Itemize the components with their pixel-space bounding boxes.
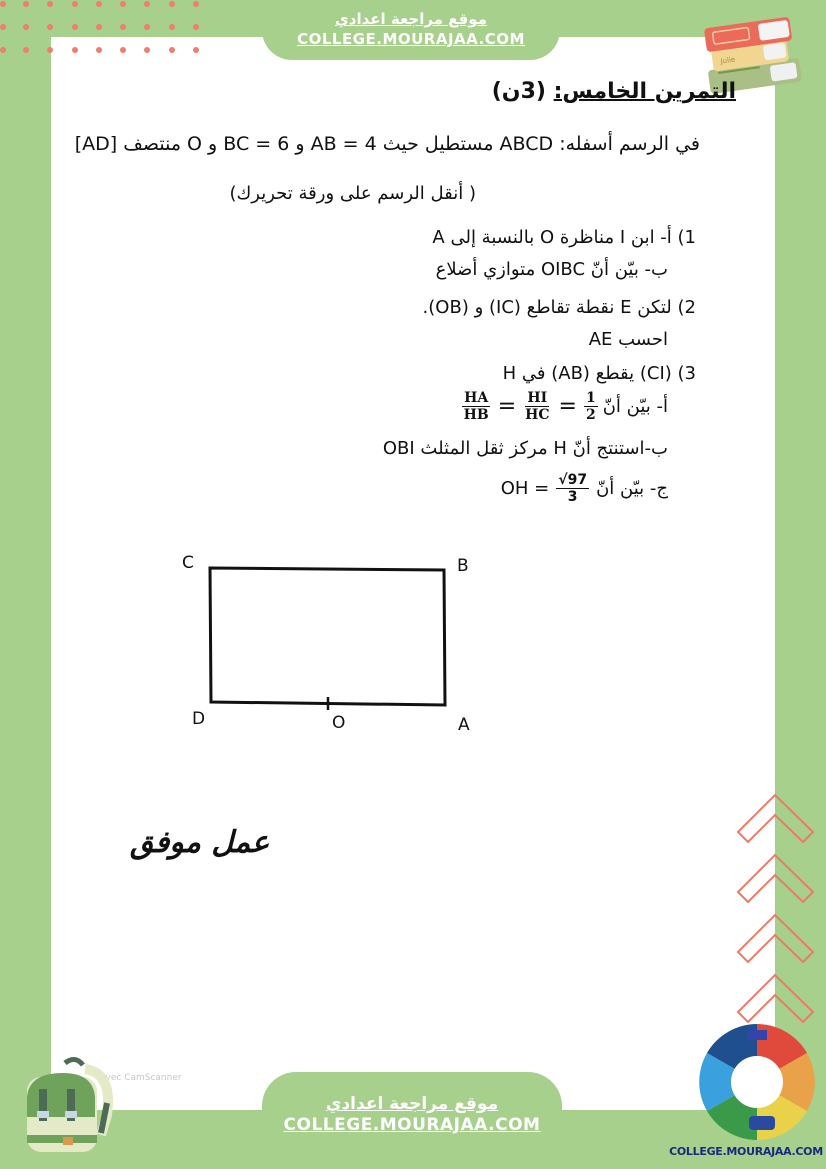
question-3: 3) (CI) يقطع (AB) في H xyxy=(502,363,696,384)
header-site-banner[interactable] xyxy=(262,0,560,60)
oh-equation xyxy=(501,472,592,505)
fraction-hi-hc: $\frac{HI}{HC}$ xyxy=(525,390,550,423)
decorative-dots xyxy=(0,0,210,60)
footer-logo-url[interactable]: COLLEGE.MOURAJAA.COM xyxy=(669,1145,823,1158)
header-site-name[interactable]: موقع مراجعة اعدادي xyxy=(335,10,487,28)
question-2-calc: احسب AE xyxy=(588,329,668,350)
question-3c xyxy=(501,472,668,505)
signature-good-luck: عمل موفق xyxy=(130,825,270,860)
site-logo-wheel-icon xyxy=(695,1022,819,1142)
svg-text:Julie: Julie xyxy=(720,55,736,66)
footer-site-name[interactable]: موقع مراجعة اعدادي xyxy=(325,1094,499,1114)
question-3b: ب-استنتج أنّ H مركز ثقل المثلث OBI xyxy=(382,438,668,459)
footer-site-url[interactable]: COLLEGE.MOURAJAA.COM xyxy=(283,1115,541,1135)
vertex-label-c: C xyxy=(182,553,194,573)
question-2: 2) لتكن E نقطة تقاطع (IC) و (OB). xyxy=(422,297,696,318)
fraction-one-half: $\frac{1}{2}$ xyxy=(585,390,596,423)
question-1a: 1) أ- ابن I مناظرة O بالنسبة إلى A xyxy=(432,227,696,248)
frame-left-border xyxy=(0,0,51,1169)
equals-sign: = xyxy=(558,394,577,419)
fraction-ha-hb: $\frac{HA}{HB}$ xyxy=(463,390,489,423)
vertex-label-b: B xyxy=(457,556,469,576)
exercise-points: (3ن) xyxy=(491,79,546,104)
vertex-label-d: D xyxy=(192,709,206,729)
exercise-intro: في الرسم أسفله: ABCD مستطيل حيث AB = 4 و BC = 6 و O منتصف [AD] xyxy=(74,133,700,155)
vertex-label-o: O xyxy=(332,713,346,733)
vertex-label-a: A xyxy=(458,715,470,735)
footer-site-banner[interactable] xyxy=(262,1072,562,1169)
exercise-title xyxy=(492,79,736,104)
rectangle-figure xyxy=(170,545,490,745)
header-site-url[interactable]: COLLEGE.MOURAJAA.COM xyxy=(297,30,525,48)
backpack-icon xyxy=(15,1055,115,1155)
equals-sign: = xyxy=(497,394,517,419)
oh-lhs: OH = xyxy=(500,478,550,499)
exercise-instruction: ( أنقل الرسم على ورقة تحريرك) xyxy=(229,183,476,204)
fraction-sqrt97-over-3: $\frac{√97}{3}$ xyxy=(558,472,588,505)
rectangle-abcd xyxy=(170,545,490,745)
question-3a xyxy=(459,390,668,423)
scanner-watermark: avec CamScanner xyxy=(100,1073,182,1083)
ratio-equation xyxy=(459,390,601,423)
exercise-title-text: التمرين الخامس: xyxy=(553,79,736,104)
question-3c-text: ج- بيّن أنّ xyxy=(596,478,668,499)
question-3a-text: أ- بيّن أنّ xyxy=(602,396,668,417)
chevron-decoration-icons xyxy=(733,790,823,1040)
question-1b: ب- بيّن أنّ OIBC متوازي أضلاع xyxy=(435,259,668,280)
